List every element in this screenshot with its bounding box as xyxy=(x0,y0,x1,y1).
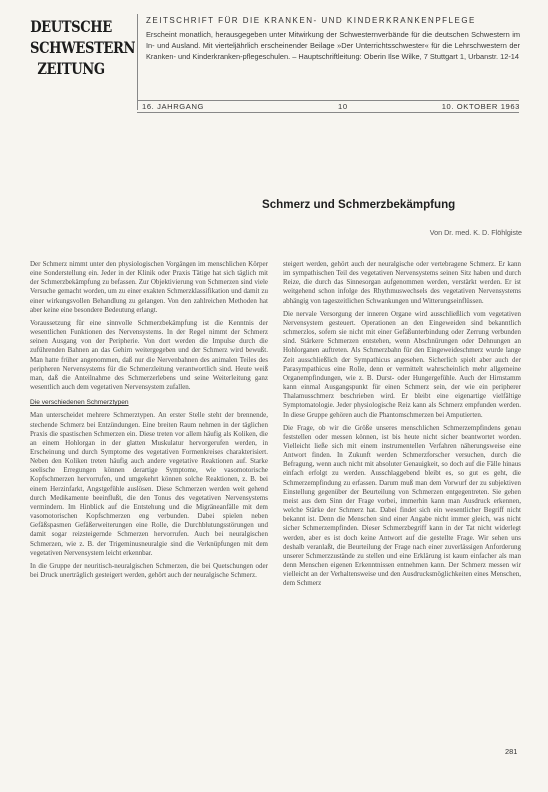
header-divider-top xyxy=(137,100,519,101)
volume-label: 16. JAHRGANG xyxy=(142,102,205,111)
journal-intro: Erscheint monatlich, herausgegeben unter Mitwirkung der Schwesternverbände für die deutschen Schwestern im In- und Ausland. Mit vierteljährlich erscheinender Beilage »Der Unterrichtsschwester« für die Lehrschwestern der Kranken- und Kinderkranken-pflegeschulen. – Hauptschriftleitung: Oberin Ilse Wilke, 7 Stuttgart 1, Urbanstr. 12-14 xyxy=(146,30,520,62)
paragraph: Die Frage, ob wir die Größe unseres menschlichen Schmerzempfindens genau feststellen oder messen können, ist bis heute nicht sicher beantwortet worden. Vielleicht ließe sich mit einem instrumentellen Verfahren näherungsweise eine Antwort finden. In Zukunft werden Schmerzforscher versuchen, durch die Befragung, wenn auch nicht mit absoluter Genauigkeit, so doch auf die Fälle hinaus einfach erfolgt zu werden. Ausschlaggebend bleibt es, so gut es geht, die Schmerzempfindung zu erfassen. Darum muß man dem Vorwurf der zu subjektiven Einstellung gegenüber der Beurteilung von Schmerzen entgegentreten. Sie gehen meist aus dem Sinn der Frage vorbei, immerhin kann man Ausdruck erkennen, welche Stärke der Schmerz hat. Dabei findet sich ein wesentlicher Begriff nicht bekannt ist. Denn die Menschen sind einer Angabe nicht immer gleich, was nicht sicher Schmerzempfinden. Dieser Schmerzbegriff kann in der Tat nicht widerlegt werden, aber es ist doch keine Antwort auf die gestellte Frage. Wir sehen uns deshalb veranlaßt, die Beurteilung der Frage nach einer zuverlässigen Anforderung unserer Schmerzzustände zu stellen und eine Erklärung ist kaum einfacher als man denn Menschen eigenen Erkenntnissen entnehmen kann. Der Schmerz messen wir vielleicht an der Verhaltensweise und den Ausdrucksmöglichkeiten eines Menschen, dem Schmerz xyxy=(283,423,521,588)
paragraph: steigert werden, gehört auch der neuralgische oder vertebragene Schmerz. Er kann im sympathischen Teil des vegetativen Nervensystems seinen Sitz haben und durch Reize, die durch das Sinnesorgan aufgenommen werden, verstärkt werden. Er ist weitgehend schon infolge des Rhythmuswechsels des vegetativen Nervensystems abhängig von tageszeitlichen Schwankungen und Witterungseinflüssen. xyxy=(283,260,521,305)
article-column-left xyxy=(30,260,268,738)
section-subheading: Die verschiedenen Schmerztypen xyxy=(30,399,129,407)
masthead-line-3: ZEITUNG xyxy=(37,59,105,78)
journal-subtitle: ZEITSCHRIFT FÜR DIE KRANKEN- UND KINDERKRANKENPFLEGE xyxy=(146,16,476,25)
issue-line xyxy=(142,102,520,112)
paragraph: Voraussetzung für eine sinnvolle Schmerzbekämpfung ist die Kenntnis der wesentlichen Funktionen des Nervensystems. In der Regel nimmt der Schmerz seinen Ausgang von der Peripherie. Von dort werden die Impulse durch die zuführenden Bahnen an das Gehirn weitergegeben und der Schmerz wird bewußt. Man hatte früher angenommen, daß nur die Nervenbahnen des animalen Teiles des peripheren Nervensystems für die Schmerzleitung verantwortlich sind. Heute weiß man, daß die Anteilnahme des Schmerzerlebens und seine Weiterleitung ganz wesentlich auch dem vegetativen Nervensystem zufallen. xyxy=(30,318,268,392)
paragraph: Man unterscheidet mehrere Schmerztypen. An erster Stelle steht der brennende, stechende Schmerz bei Entzündungen. Eine breiten Raum nehmen in der täglichen Praxis die spastischen Schmerzen ein. Diese treten vor allem häufig als Koliken, die an einem Hohlorgan in der glatten Muskulatur hervorgerufen werden, in Erscheinung und durch Symptome des vegetativen Formenkreises charakterisiert. Neben den Koliken treten häufig auch andere vegetative Reaktionen auf. Starke seelische Erregungen können derartige Symptome, wie vasomotorische Kopfschmerzen hervorrufen, und umgekehrt können solche Reaktionen, z. B. bei einem Herzinfarkt, Angstgefühle auslösen. Diese Schmerzen werden weit gehend durch Medikamente beeinflußt, die den Tonus des vegetativen Nervensystems vermindern. Im Hinblick auf die Entstehung und die Migräneanfälle mit dem vasomotorischen Kopfschmerzen eng verbunden. Dabei spielen neben Gefäßspasmen Gefäßerweiterungen eine Rolle, die Durchblutungsstörungen und damit sogar reizsteigernde Schmerzen hervorrufen. Auch bei neuralgischen Schmerzen, wie z. B. der Trigeminusneuralgie sind die Verknüpfungen mit dem vegetativen Nervensystem leicht erkennbar. xyxy=(30,411,268,557)
issue-number: 10 xyxy=(338,102,348,111)
paragraph: Die nervale Versorgung der inneren Organe wird ausschließlich vom vegetativen Nervensystem gesteuert. Operationen an den Eingeweiden sind bekanntlich schmerzlos, sofern sie nicht mit einer Gefäßunterbindung oder Zerrung verbunden sind. Stärkere Schmerzen entstehen, wenn Abschnürungen oder Dehnungen an Hohlorganen auftreten. Als Schmerzbahn für den Eingeweideschmerz wurde lange Zeit ausschließlich der Sympathicus angesehen. Sicherlich spielt aber auch der Parasympathicus eine Rolle, denn er vermittelt wahrscheinlich mehr allgemeine Organempfindungen, wie z. B. Durst- oder Hungergefühle. Auch der Hirnstamm kann einmal Ausgangspunkt für einen Schmerz sein, der wie ein peripherer Thalamusschmerz beschrieben wird. Er bleibt eine eigenartige vielfältige Symptomatologie. Jeder physiologische Reiz kann als Schmerz empfunden werden. In diese Gruppe gehören auch die Phantomschmerzen bei Amputierten. xyxy=(283,309,521,419)
header-vertical-divider xyxy=(137,14,138,110)
article-column-right xyxy=(283,260,521,738)
article-author: Von Dr. med. K. D. Flöhlgiste xyxy=(429,228,522,237)
masthead-line-2: SCHWESTERN xyxy=(30,38,136,57)
paragraph: In die Gruppe der neuritisch-neuralgischen Schmerzen, die bei Quetschungen oder bei Druck unerträglich gesteigert werden, gehört auch der neuralgische Schmerz. xyxy=(30,561,268,579)
page-number: 281 xyxy=(505,747,518,756)
masthead-logo xyxy=(30,16,136,79)
masthead-line-1: DEUTSCHE xyxy=(30,17,112,36)
issue-date: 10. OKTOBER 1963 xyxy=(441,102,520,111)
article-title: Schmerz und Schmerzbekämpfung xyxy=(262,198,456,211)
header-divider-bottom xyxy=(137,112,519,113)
paragraph: Der Schmerz nimmt unter den physiologischen Vorgängen im menschlichen Körper eine Sonderstellung ein. Jeder in der Klinik oder Praxis Tätige hat sich täglich mit der Schmerzbekämpfung zu befassen. Zur Objektivierung von Schmerzen sind viele Versuche gemacht worden, um zu einer exakten Schmerzklassifikation und damit zu einer wirkungsvollen Behandlung zu gelangen. Von den zahlreichen Methoden hat aber keine eine besondere Bedeutung erlangt. xyxy=(30,260,268,314)
